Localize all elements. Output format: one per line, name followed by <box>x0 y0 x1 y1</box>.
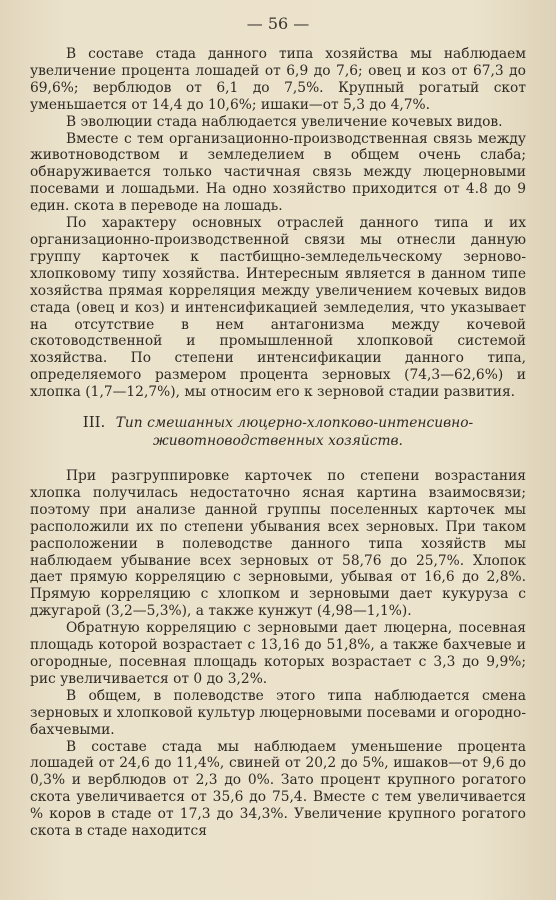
section-title: Тип смешанных люцерно-хлопково-интенсивно-животноводственных хозяйств. <box>115 415 474 450</box>
page-number: — 56 — <box>246 14 310 33</box>
paragraph: По характеру основных отраслей данного типа и их организационно-производственной связи мы отнесли данную группу карточек к пастбищно-земледельческому зерново-хлопковому типу хозяйства. Интересным является в данном типе хозяйства прямая корреляция между увеличением кочевых видов стада (овец и коз) и интенсификацией земледелия, что указывает на отсутствие в нем антагонизма между кочевой скотоводственной и промышленной хлопковой системой хозяйства. По степени интенсификации данного типа, определяемого размером процента зерновых (74,3—62,6%) и хлопка (1,7—12,7%), мы относим его к зерновой стадии развития. <box>30 215 526 401</box>
section-number: III. <box>82 413 106 432</box>
paragraph: Вместе с тем организационно-производственная связь между животноводством и земледелием в общем очень слаба; обнаруживается только частичная связь между люцерновыми посевами и лошадьми. На одно хозяйство приходится от 4.8 до 9 един. скота в переводе на лошадь. <box>30 130 526 215</box>
paragraph: В составе стада мы наблюдаем уменьшение процента лошадей от 24,6 до 11,4%, свиней от 20,2 до 5%, ишаков—от 9,6 до 0,3% и верблюдов от 2,3 до 0%. Зато процент крупного рогатого скота увеличивается от 35,6 до 75,4. Вместе с тем увеличивается % коров в стаде от 17,3 до 34,3%. Увеличение крупного рогатого скота в стаде находится <box>30 738 526 840</box>
paragraph: Обратную корреляцию с зерновыми дает люцерна, посевная площадь которой возрастает с 13,16 до 51,8%, а также бахчевые и огородные, посевная площадь которых возрастает с 3,3 до 9,9%; рис увеличивается от 0 до 3,2%. <box>30 620 526 687</box>
paragraph: В эволюции стада наблюдается увеличение кочевых видов. <box>66 113 503 130</box>
paragraph: При разгруппировке карточек по степени возрастания хлопка получилась недостаточно ясная картина взаимосвязи; поэтому при анализе данной группы поселенных карточек мы расположили их по степени убывания всех зерновых. При таком расположении в полеводстве данного типа хозяйств мы наблюдаем убывание всех зерновых от 58,76 до 25,7%. Хлопок дает прямую корреляцию с зерновыми, убывая от 16,6 до 2,8%. Прямую корреляцию с хлопком и зерновыми дает кукуруза с джугарой (3,2—5,3%), а также кунжут (4,98—1,1%). <box>30 468 526 620</box>
page-body <box>30 46 526 840</box>
paragraph: В составе стада данного типа хозяйства мы наблюдаем увеличение процента лошадей от 6,9 до 7,6; овец и коз от 67,3 до 69,6%; верблюдов от 6,1 до 7,5%. Крупный рогатый скот уменьшается от 14,4 до 10,6%; ишаки—от 5,3 до 4,7%. <box>30 46 526 113</box>
section-heading <box>30 413 526 450</box>
paragraph: В общем, в полеводстве этого типа наблюдается смена зерновых и хлопковой культур люцерновыми посевами и огородно-бахчевыми. <box>30 687 526 738</box>
